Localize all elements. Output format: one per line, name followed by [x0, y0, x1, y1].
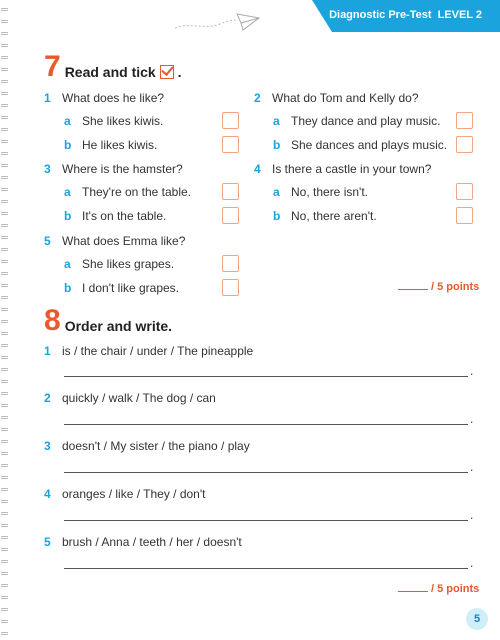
spiral-ring	[1, 140, 8, 143]
tick-box-icon	[160, 65, 174, 79]
period: .	[470, 556, 474, 570]
spiral-ring	[1, 428, 8, 431]
spiral-ring	[1, 32, 8, 35]
spiral-ring	[1, 248, 8, 251]
question-5: 5 What does Emma like?	[44, 234, 186, 248]
spiral-ring	[1, 476, 8, 479]
spiral-ring	[1, 308, 8, 311]
option-5a: a She likes grapes.	[64, 257, 175, 271]
spiral-ring	[1, 620, 8, 623]
spiral-ring	[1, 392, 8, 395]
checkbox-4a[interactable]	[456, 183, 473, 200]
spiral-ring	[1, 524, 8, 527]
order-item-4: 4 oranges / like / They / don't	[44, 487, 206, 501]
question-3: 3 Where is the hamster?	[44, 162, 183, 176]
checkbox-2b[interactable]	[456, 136, 473, 153]
spiral-ring	[1, 80, 8, 83]
level-label: LEVEL 2	[437, 9, 482, 21]
checkbox-3b[interactable]	[222, 207, 239, 224]
write-line-1[interactable]	[64, 376, 468, 377]
spiral-ring	[1, 68, 8, 71]
page-number: 5	[466, 608, 488, 630]
spiral-ring	[1, 8, 8, 11]
option-3b: b It's on the table.	[64, 209, 167, 223]
spiral-ring	[1, 536, 8, 539]
spiral-ring	[1, 452, 8, 455]
spiral-ring	[1, 368, 8, 371]
spiral-ring	[1, 164, 8, 167]
spiral-ring	[1, 464, 8, 467]
period: .	[470, 508, 474, 522]
checkbox-3a[interactable]	[222, 183, 239, 200]
section-8-title	[44, 306, 172, 336]
spiral-ring	[1, 320, 8, 323]
test-title: Diagnostic Pre-Test	[329, 9, 432, 21]
spiral-ring	[1, 488, 8, 491]
write-line-4[interactable]	[64, 520, 468, 521]
section-8-number: 8	[44, 304, 61, 337]
option-5b: b I don't like grapes.	[64, 281, 180, 295]
spiral-ring	[1, 380, 8, 383]
section-7-title	[44, 52, 182, 82]
spiral-ring	[1, 608, 8, 611]
spiral-ring	[1, 548, 8, 551]
question-4: 4 Is there a castle in your town?	[254, 162, 432, 176]
option-2b: b She dances and plays music.	[273, 138, 448, 152]
period: .	[470, 460, 474, 474]
spiral-ring	[1, 272, 8, 275]
section-7-label: Read and tick .	[64, 64, 182, 80]
section-8-score: / 5 points	[398, 583, 479, 595]
spiral-ring	[1, 104, 8, 107]
spiral-ring	[1, 128, 8, 131]
option-3a: a They're on the table.	[64, 185, 192, 199]
spiral-ring	[1, 260, 8, 263]
spiral-ring	[1, 236, 8, 239]
spiral-ring	[1, 284, 8, 287]
question-2: 2 What do Tom and Kelly do?	[254, 91, 419, 105]
spiral-ring	[1, 152, 8, 155]
spiral-ring	[1, 344, 8, 347]
order-item-5: 5 brush / Anna / teeth / her / doesn't	[44, 535, 242, 549]
spiral-ring	[1, 356, 8, 359]
write-line-5[interactable]	[64, 568, 468, 569]
checkbox-2a[interactable]	[456, 112, 473, 129]
option-1a: a She likes kiwis.	[64, 114, 164, 128]
score-blank[interactable]	[398, 591, 428, 592]
order-item-3: 3 doesn't / My sister / the piano / play	[44, 439, 250, 453]
spiral-ring	[1, 56, 8, 59]
write-line-2[interactable]	[64, 424, 468, 425]
spiral-ring	[1, 176, 8, 179]
option-1b: b He likes kiwis.	[64, 138, 158, 152]
paper-plane-icon	[175, 10, 261, 34]
spiral-ring	[1, 500, 8, 503]
spiral-ring	[1, 416, 8, 419]
order-item-2: 2 quickly / walk / The dog / can	[44, 391, 216, 405]
spiral-ring	[1, 596, 8, 599]
checkbox-5a[interactable]	[222, 255, 239, 272]
spiral-ring	[1, 404, 8, 407]
checkbox-1b[interactable]	[222, 136, 239, 153]
section-7-number: 7	[44, 50, 61, 83]
section-8-label: Order and write.	[64, 318, 173, 334]
spiral-ring	[1, 188, 8, 191]
spiral-ring	[1, 92, 8, 95]
period: .	[470, 412, 474, 426]
spiral-ring	[1, 44, 8, 47]
spiral-ring	[1, 212, 8, 215]
spiral-ring	[1, 440, 8, 443]
spiral-binding	[0, 0, 10, 640]
option-4a: a No, there isn't.	[273, 185, 368, 199]
spiral-ring	[1, 512, 8, 515]
option-2a: a They dance and play music.	[273, 114, 441, 128]
section-7-score: / 5 points	[398, 281, 479, 293]
spiral-ring	[1, 224, 8, 227]
period: .	[470, 364, 474, 378]
spiral-ring	[1, 296, 8, 299]
spiral-ring	[1, 632, 8, 635]
checkbox-5b[interactable]	[222, 279, 239, 296]
spiral-ring	[1, 20, 8, 23]
header-title	[329, 9, 482, 21]
checkbox-1a[interactable]	[222, 112, 239, 129]
spiral-ring	[1, 584, 8, 587]
spiral-ring	[1, 572, 8, 575]
spiral-ring	[1, 560, 8, 563]
option-4b: b No, there aren't.	[273, 209, 377, 223]
order-item-1: 1 is / the chair / under / The pineapple	[44, 344, 254, 358]
score-blank[interactable]	[398, 289, 428, 290]
spiral-ring	[1, 332, 8, 335]
write-line-3[interactable]	[64, 472, 468, 473]
spiral-ring	[1, 116, 8, 119]
spiral-ring	[1, 200, 8, 203]
checkbox-4b[interactable]	[456, 207, 473, 224]
question-1: 1 What does he like?	[44, 91, 165, 105]
